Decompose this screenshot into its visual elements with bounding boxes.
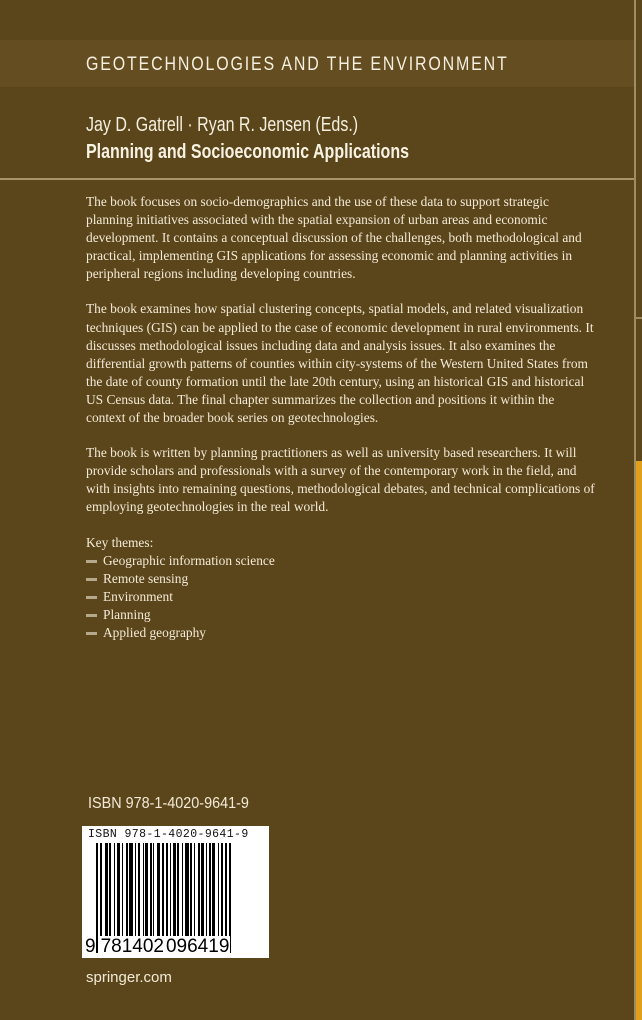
key-themes-label: Key themes: xyxy=(86,534,154,550)
barcode-group-right: 096419 xyxy=(165,936,230,957)
theme-item xyxy=(86,624,596,642)
editors: Jay D. Gatrell · Ryan R. Jensen (Eds.) xyxy=(86,114,359,136)
theme-label: Geographic information science xyxy=(103,552,275,568)
spine-tick xyxy=(636,317,642,319)
dash-bullet-icon xyxy=(86,578,97,581)
barcode-group-left: 781402 xyxy=(100,936,164,957)
theme-label: Remote sensing xyxy=(103,570,189,586)
theme-item xyxy=(86,606,596,624)
description xyxy=(86,193,596,642)
title-divider xyxy=(0,178,635,180)
barcode-first-digit: 9 xyxy=(85,936,96,957)
barcode-digits xyxy=(85,936,230,958)
dash-bullet-icon xyxy=(86,632,97,635)
publisher-url: springer.com xyxy=(86,969,172,986)
spine-accent-strip xyxy=(636,461,642,1020)
barcode-isbn-header: ISBN 978-1-4020-9641-9 xyxy=(88,828,249,841)
book-title: Planning and Socioeconomic Applications xyxy=(86,141,409,163)
theme-item xyxy=(86,588,596,606)
description-paragraph: The book examines how spatial clustering concepts, spatial models, and related visualization techniques (GIS) can be applied to the case of economic development in rural environments. It discusses methodological issues including data and analysis issues. It also examines the differential growth patterns of counties within city-systems of the Western United States from the date of county formation until the late 20th century, using an historical GIS and historical US Census data. The final chapter summarizes the collection and positions it within the context of the broader book series on geotechnologies. xyxy=(86,301,594,426)
description-paragraph: The book focuses on socio-demographics and the use of these data to support strategic planning initiatives associated with the spatial expansion of urban areas and economic development. It contains a conceptual discussion of the challenges, both methodological and practical, implementing GIS applications for assessing economic and planning activities in peripheral regions including developing countries. xyxy=(86,194,582,282)
theme-label: Environment xyxy=(103,588,173,604)
key-themes-list xyxy=(86,552,596,642)
dash-bullet-icon xyxy=(86,596,97,599)
barcode xyxy=(82,826,269,958)
theme-item xyxy=(86,570,596,588)
dash-bullet-icon xyxy=(86,614,97,617)
theme-label: Planning xyxy=(103,606,151,622)
isbn-label: ISBN 978-1-4020-9641-9 xyxy=(88,795,249,812)
theme-label: Applied geography xyxy=(103,624,207,640)
description-paragraph: The book is written by planning practitioners as well as university based researchers. It will provide scholars and professionals with a survey of the contemporary work in the field, and with insights into remaining questions, methodological debates, and technical complications of employing geotechnologies in the real world. xyxy=(86,445,595,515)
series-title: GEOTECHNOLOGIES AND THE ENVIRONMENT xyxy=(86,54,509,75)
dash-bullet-icon xyxy=(86,560,97,563)
theme-item xyxy=(86,552,596,570)
